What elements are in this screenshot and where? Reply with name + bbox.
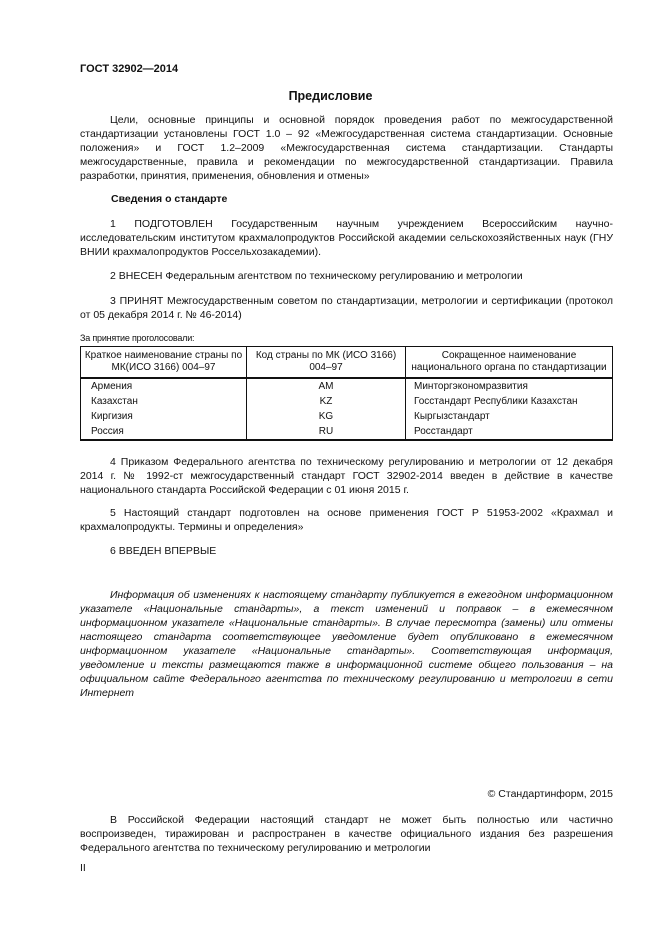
national-body: Минторгэкономразвития [406,378,613,394]
standard-code: ГОСТ 32902—2014 [80,63,179,75]
table-row [81,378,613,394]
rights-notice [80,813,613,855]
col-country-code-header: Код страны по МК (ИСО 3166) 004–97 [247,347,406,379]
item-6 [80,544,613,558]
vote-table-header-row [81,347,613,379]
item-5 [80,506,613,534]
item-2 [80,269,613,283]
item-4 [80,455,613,497]
intro-text: Цели, основные принципы и основной порядок проведения работ по межгосударственной стандартизации установлены ГОСТ 1.0 – 92 «Межгосударственная система стандартизации. Основные положения» и ГОСТ 1.2–2009 «Межгосударственная система стандартизации. Стандарты межгосударственные, правила и рекомендации по межгосударственной стандартизации. Правила разработки, принятия, применения, обновления и отмены» [80,114,613,182]
table-row [81,424,613,440]
item-4-text: 4 Приказом Федерального агентства по техническому регулированию и метрологии от 12 декабря 2014 г. № 1992-ст межгосударственный стандарт ГОСТ 32902-2014 введен в действие в качестве национального стандарта Российской Федерации с 01 июня 2015 г. [80,456,613,496]
vote-caption: За принятие проголосовали: [80,333,195,343]
country-name: Казахстан [81,394,247,409]
page-number: II [80,862,86,874]
page-title: Предисловие [288,89,373,103]
info-notice [80,588,613,700]
table-row [81,394,613,409]
item-3-text: 3 ПРИНЯТ Межгосударственным советом по стандартизации, метрологии и сертификации (протокол от 05 декабря 2014 г. № 46-2014) [80,295,613,321]
rights-notice-text: В Российской Федерации настоящий стандарт не может быть полностью или частично воспроизведен, тиражирован и распространен в качестве официального издания без разрешения Федерального агентства по техническому регулированию и метрологии [80,814,613,854]
item-1 [80,217,613,259]
item-3 [80,294,613,322]
col-country-name-header: Краткое наименование страны по МК(ИСО 3166) 004–97 [81,347,247,379]
country-code: KG [247,409,406,424]
national-body: Росстандарт [406,424,613,440]
table-row [81,409,613,424]
intro-paragraph [80,113,613,183]
country-code: KZ [247,394,406,409]
copyright-notice: © Стандартинформ, 2015 [487,788,613,800]
item-2-text: 2 ВНЕСЕН Федеральным агентством по техническому регулированию и метрологии [110,270,523,282]
item-1-text: 1 ПОДГОТОВЛЕН Государственным научным учреждением Всероссийским научно-исследовательским институтом крахмалопродуктов Российской академии сельскохозяйственных наук (ГНУ ВНИИ крахмалопродуктов Россельхозакадемии). [80,218,613,258]
country-name: Россия [81,424,247,440]
item-6-text: 6 ВВЕДЕН ВПЕРВЫЕ [110,545,217,557]
country-code: AM [247,378,406,394]
country-code: RU [247,424,406,440]
national-body: Кыргызстандарт [406,409,613,424]
info-notice-text: Информация об изменениях к настоящему стандарту публикуется в ежегодном информационном указателе «Национальные стандарты», а текст изменений и поправок – в ежемесячном информационном указателе «Национальные стандарты». В случае пересмотра (замены) или отмены настоящего стандарта соответствующее уведомление будет опубликовано в ежемесячном информационном указателе «Национальные стандарты». Соответствующая информация, уведомление и тексты размещаются также в информационной системе общего пользования – на официальном сайте Федерального агентства по техническому регулированию и метрологии в сети Интернет [80,589,613,699]
about-standard-heading: Сведения о стандарте [111,193,228,205]
col-national-body-header: Сокращенное наименование национального органа по стандартизации [406,347,613,379]
country-name: Киргизия [81,409,247,424]
national-body: Госстандарт Республики Казахстан [406,394,613,409]
vote-table [80,346,613,441]
item-5-text: 5 Настоящий стандарт подготовлен на основе применения ГОСТ Р 51953-2002 «Крахмал и крахмалопродукты. Термины и определения» [80,507,613,533]
country-name: Армения [81,378,247,394]
